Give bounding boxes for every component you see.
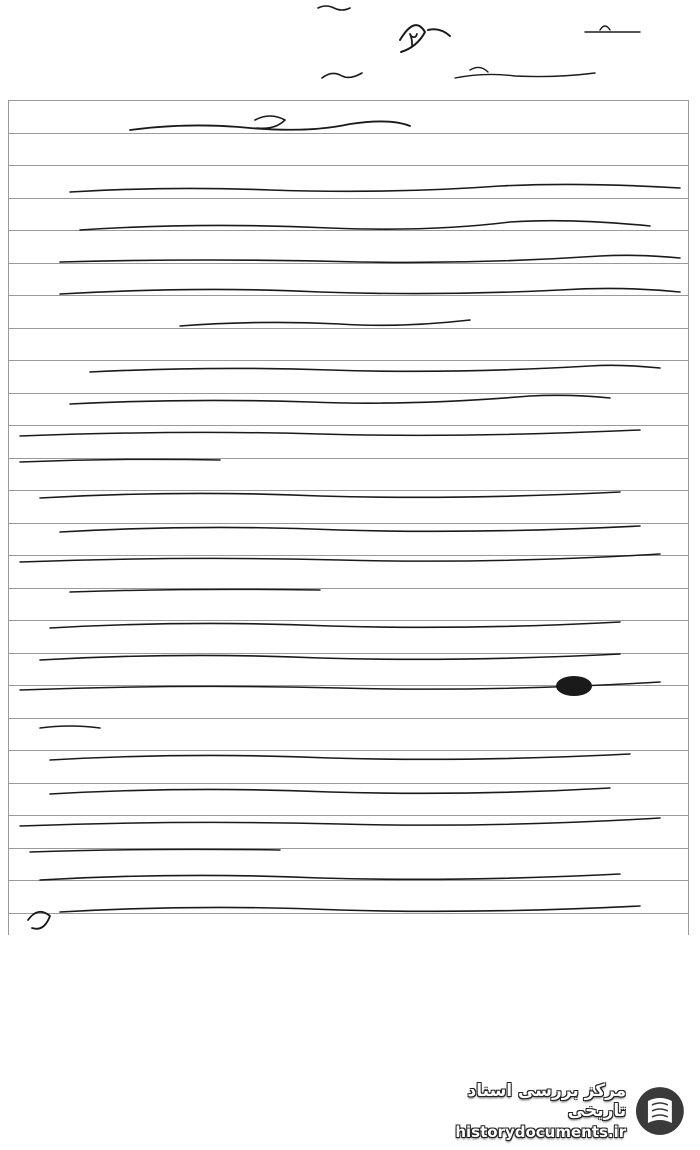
page-number: ۲ bbox=[408, 27, 419, 51]
watermark-org-name: مرکز بررسی اسناد تاریخی bbox=[467, 1081, 627, 1121]
watermark-logo bbox=[404, 1080, 686, 1142]
archive-logo-icon bbox=[634, 1085, 686, 1137]
watermark-text bbox=[404, 1081, 626, 1141]
watermark-url: historydocuments.ir bbox=[455, 1123, 627, 1141]
